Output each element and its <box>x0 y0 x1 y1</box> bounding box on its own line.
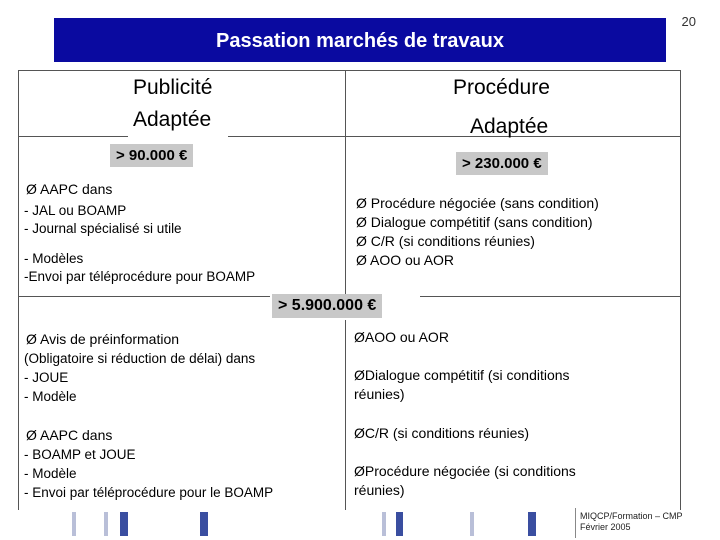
left-header-subtitle: Adaptée <box>133 108 212 131</box>
preinfo-line-1: (Obligatoire si réduction de délai) dans <box>24 351 256 366</box>
footer-decor-bar <box>104 512 108 536</box>
footer-divider <box>575 508 576 538</box>
mid-rule-left <box>18 296 270 297</box>
page-title: Passation marchés de travaux <box>216 30 504 52</box>
lower-item-2-line-2: réunies) <box>354 386 405 402</box>
aapc-heading-lower: Ø AAPC dans <box>26 427 113 443</box>
footer-decor-bar <box>470 512 474 536</box>
preinfo-line-3: - Modèle <box>24 389 77 404</box>
table-right-border <box>680 70 681 510</box>
proc-item-1: Ø Procédure négociée (sans condition) <box>356 195 599 211</box>
aapc-line-1: - JAL ou BOAMP <box>24 203 127 218</box>
aapc-heading-upper: Ø AAPC dans <box>26 181 113 197</box>
column-divider-top <box>345 70 346 296</box>
proc-item-4: Ø AOO ou AOR <box>356 252 455 268</box>
header-rule-left <box>18 136 128 137</box>
footer-decor-bar <box>396 512 403 536</box>
aapc-lower-line-2: - Modèle <box>24 466 77 481</box>
proc-item-3: Ø C/R (si conditions réunies) <box>356 233 535 249</box>
right-header-title: Procédure <box>453 76 550 99</box>
lower-item-2-line-1: ØDialogue compétitif (si conditions <box>354 367 570 383</box>
threshold-badge-big: > 5.900.000 € <box>272 294 382 318</box>
column-divider-bottom <box>345 320 346 510</box>
aapc-lower-line-1: - BOAMP et JOUE <box>24 447 136 462</box>
lower-item-1: ØAOO ou AOR <box>354 329 449 345</box>
footer-date: Février 2005 <box>580 522 631 532</box>
left-header-title: Publicité <box>133 76 213 99</box>
table-top-border <box>18 70 680 71</box>
proc-item-2: Ø Dialogue compétitif (sans condition) <box>356 214 593 230</box>
mid-rule-right <box>420 296 680 297</box>
footer-decor-bar <box>120 512 128 536</box>
lower-item-4-line-2: réunies) <box>354 482 405 498</box>
footer-decor-bar <box>382 512 386 536</box>
right-header-subtitle: Adaptée <box>470 115 549 138</box>
threshold-badge-right: > 230.000 € <box>456 152 548 175</box>
lower-item-3: ØC/R (si conditions réunies) <box>354 425 530 441</box>
preinfo-line-2: - JOUE <box>24 370 69 385</box>
footer-decor-bar <box>200 512 208 536</box>
aapc-line-2: - Journal spécialisé si utile <box>24 221 182 236</box>
preinfo-heading: Ø Avis de préinformation <box>26 331 180 347</box>
lower-item-4-line-1: ØProcédure négociée (si conditions <box>354 463 576 479</box>
threshold-badge-left: > 90.000 € <box>110 144 193 167</box>
aapc-lower-line-3: - Envoi par téléprocédure pour le BOAMP <box>24 485 274 500</box>
footer-decor-bar <box>528 512 536 536</box>
header-rule-right <box>228 136 680 137</box>
footer-decor-bar <box>72 512 76 536</box>
page-number: 20 <box>681 14 696 29</box>
footer-credit: MIQCP/Formation – CMP <box>580 511 683 521</box>
extra-line-2: -Envoi par téléprocédure pour BOAMP <box>24 269 256 284</box>
extra-line-1: - Modèles <box>24 251 84 266</box>
